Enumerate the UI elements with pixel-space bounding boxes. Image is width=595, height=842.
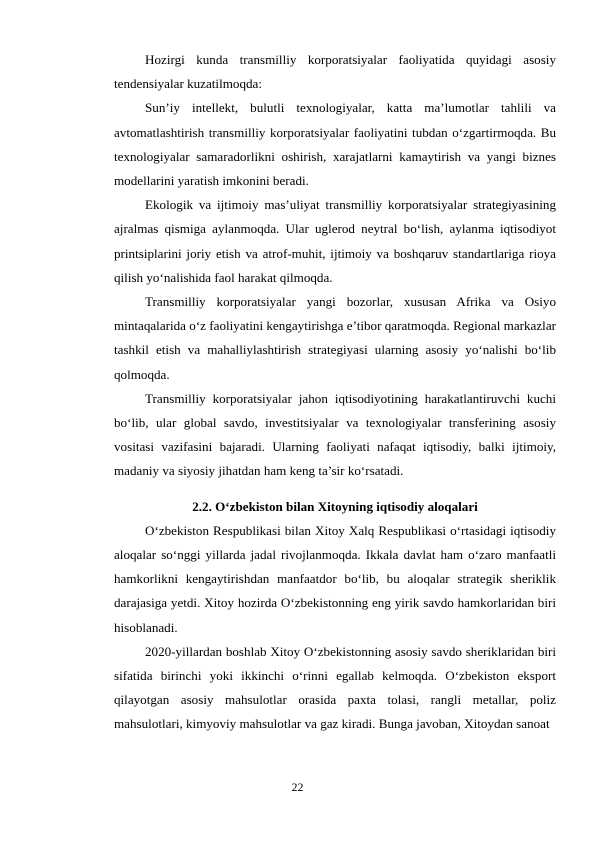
paragraph-new-markets [114, 290, 556, 387]
paragraph-text: Sun’iy intellekt, bulutli texnologiyalar, katta ma’lumotlar tahlili va avtomatlashtirish transmilliy korporatsiyalar faoliyatini tubdan o‘zgartirmoqda. Bu texnologiyalar samaradorlikni oshirish, xarajatlarni kamaytirish va yangi biznes modellarini yaratish imkonini beradi. [114, 100, 556, 189]
document-page [114, 48, 556, 737]
paragraph-text: Transmilliy korporatsiyalar yangi bozorlar, xususan Afrika va Osiyo mintaqalarida o‘z faoliyatini kengaytirishga e’tibor qaratmoqda. Regional markazlar tashkil etish va mahalliylashtirish strategiyasi ularning asosiy yo‘nalishi bo‘lib qolmoqda. [114, 294, 556, 382]
paragraph-digital-tech [114, 96, 556, 193]
paragraph-driving-force [114, 387, 556, 484]
paragraph-text: Ekologik va ijtimoiy mas’uliyat transmilliy korporatsiyalar strategiyasining ajralmas qismiga aylanmoqda. Ular uglerod neytral bo‘lish, aylanma iqtisodiyot printsiplarini joriy etish va atrof-muhit, ijtimoiy va boshqaruv standartlariga rioya qilish yo‘nalishida faol harakat qilmoqda. [114, 197, 556, 285]
paragraph-uzbek-china-relations [114, 519, 556, 640]
paragraph-text: Hozirgi kunda transmilliy korporatsiyalar faoliyatida quyidagi asosiy tendensiyalar kuzatilmoqda: [114, 52, 556, 92]
paragraph-text: 2020-yillardan boshlab Xitoy O‘zbekistonning asosiy savdo sheriklaridan biri sifatida birinchi yoki ikkinchi o‘rinni egallab kelmoqda. O‘zbekiston eksport qilayotgan asosiy mahsulotlar orasida paxta tolasi, rangli metallar, poliz mahsulotlari, kimyoviy mahsulotlar va gaz kiradi. Bunga javoban, Xitoydan sanoat [114, 643, 556, 732]
paragraph-intro [114, 48, 556, 96]
page-number: 22 [291, 780, 304, 794]
section-heading: 2.2. O‘zbekiston bilan Xitoyning iqtisodiy aloqalari [192, 498, 478, 514]
paragraph-ecology [114, 193, 556, 290]
paragraph-text: O‘zbekiston Respublikasi bilan Xitoy Xalq Respublikasi o‘rtasidagi iqtisodiy aloqalar so‘nggi yillarda jadal rivojlanmoqda. Ikkala davlat ham o‘zaro manfaatli hamkorlikni kengaytirishdan manfaatdor bo‘lib, bu aloqalar strategik sheriklik darajasiga yetdi. Xitoy hozirda O‘zbekistonning eng yirik savdo hamkorlaridan biri hisoblanadi. [114, 522, 556, 635]
paragraph-text: Transmilliy korporatsiyalar jahon iqtisodiyotining harakatlantiruvchi kuchi bo‘lib, ular global savdo, investitsiyalar va texnologiyalar transferining asosiy vositasi vazifasini bajaradi. Ularning faoliyati nafaqat iqtisodiy, balki ijtimoiy, madaniy va siyosiy jihatdan ham keng ta’sir ko‘rsatadi. [114, 390, 556, 479]
paragraph-trade-partners [114, 640, 556, 737]
